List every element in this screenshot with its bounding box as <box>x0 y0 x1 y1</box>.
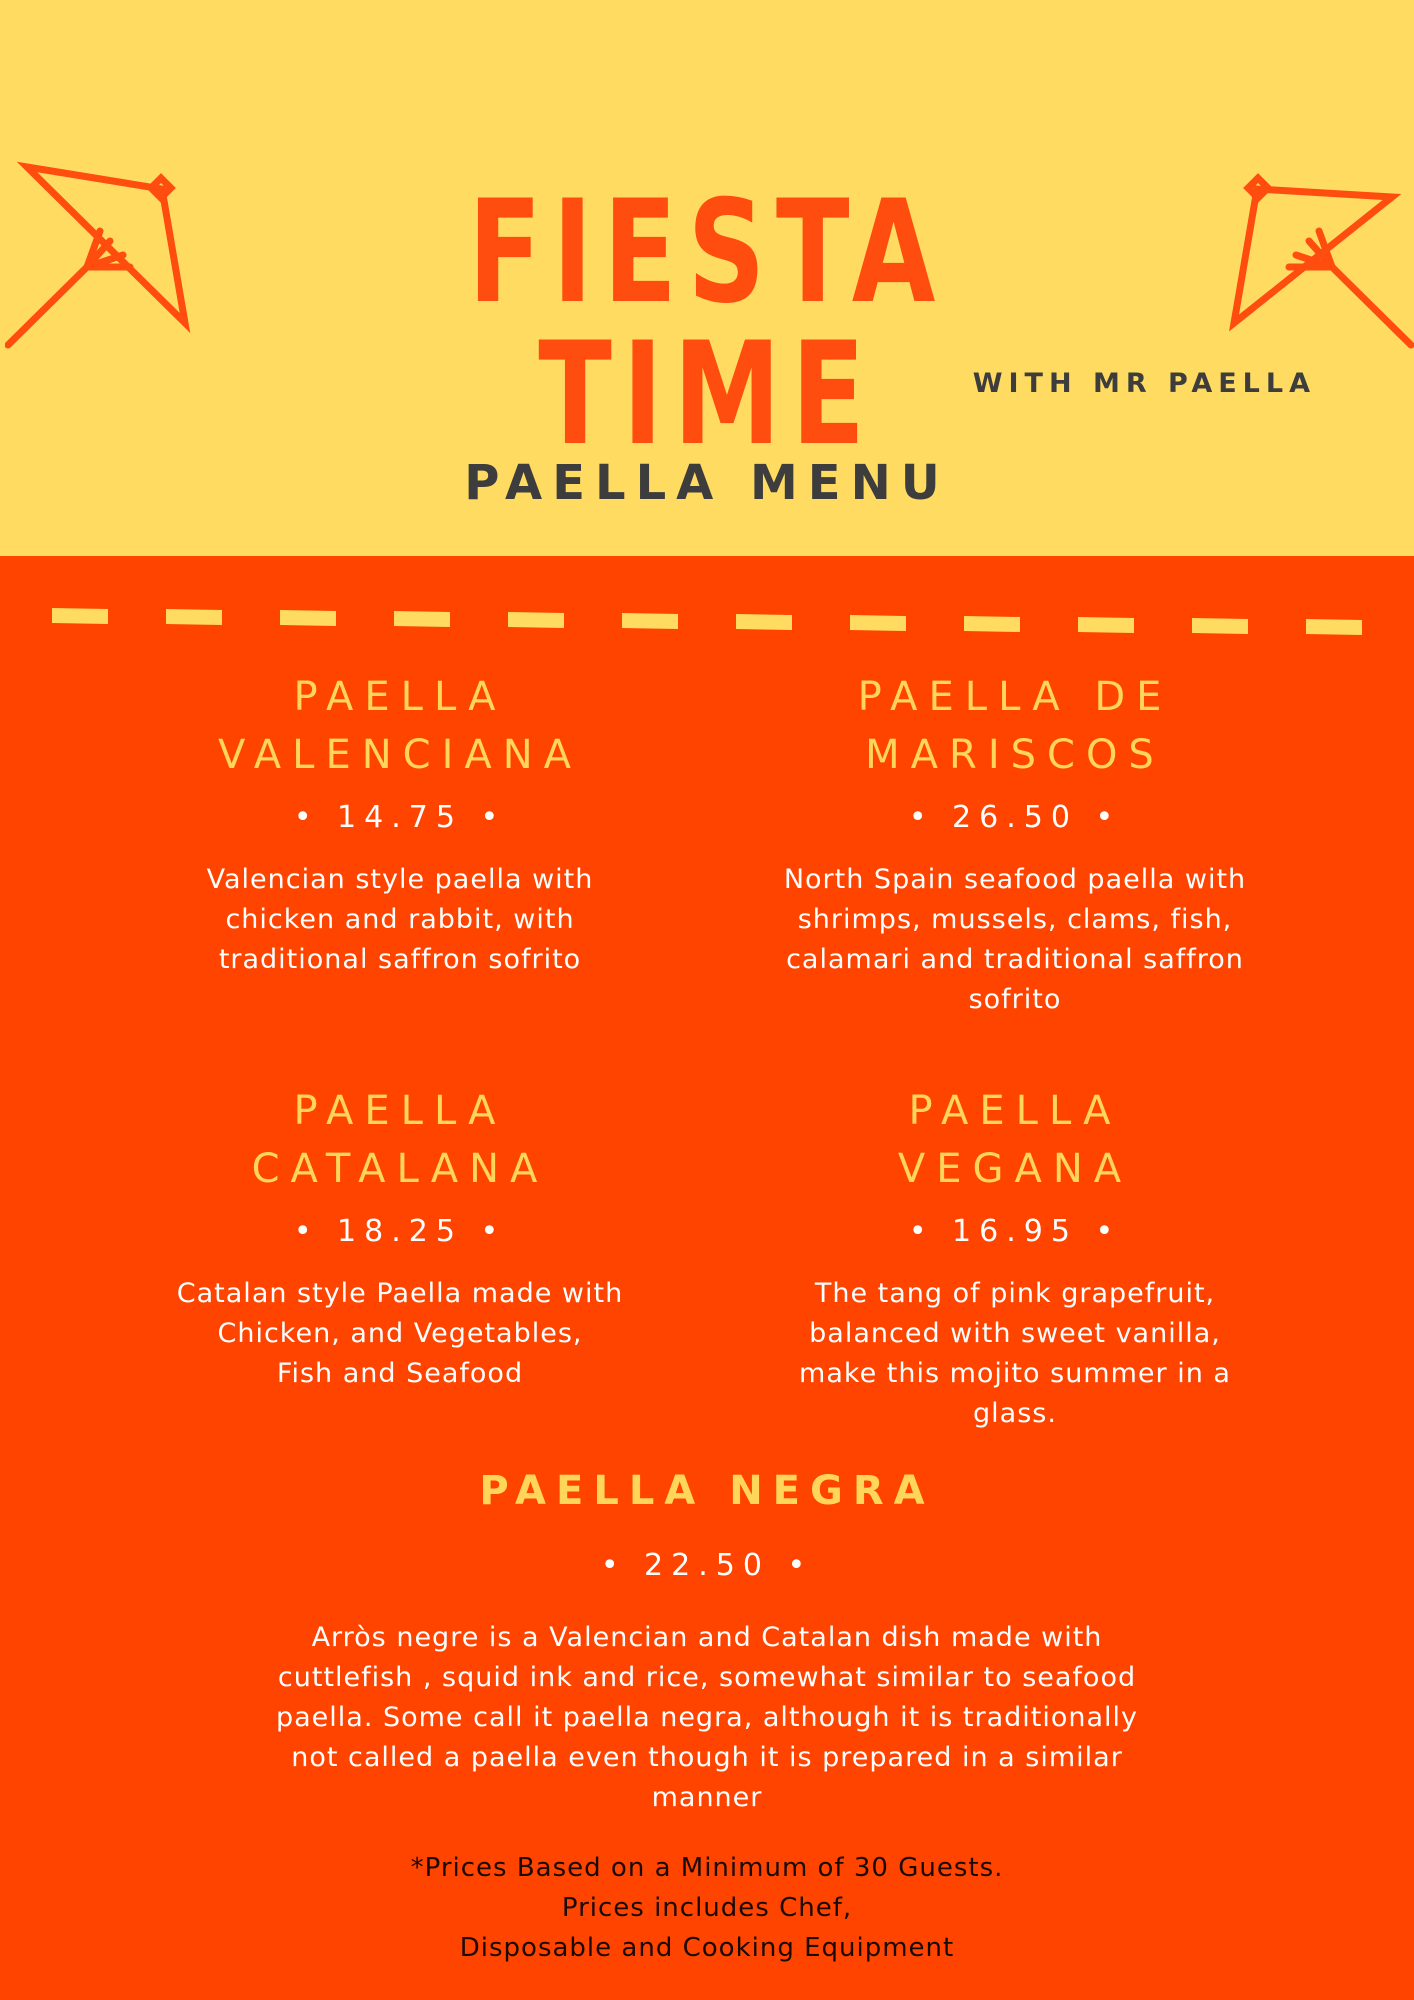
item-name: PAELLA VALENCIANA <box>217 674 583 778</box>
item-name: PAELLA DE MARISCOS <box>857 674 1173 778</box>
item-name: PAELLA NEGRA <box>479 1468 935 1514</box>
page-subtitle: WITH MR PAELLA <box>972 368 1316 399</box>
parasol-icon <box>1214 155 1414 355</box>
item-name: PAELLA VEGANA <box>897 1088 1133 1192</box>
pricing-footnote: *Prices Based on a Minimum of 30 Guests. Prices includes Chef, Disposable and Cooking Equipment <box>410 1853 1004 1963</box>
dashed-divider <box>0 602 1414 642</box>
menu-item <box>735 1082 1295 1434</box>
item-price: • 22.50 • <box>600 1548 814 1583</box>
menu-item <box>735 668 1295 1020</box>
item-description: Arròs negre is a Valencian and Catalan dish made with cuttlefish , squid ink and rice, somewhat similar to seafood paella. Some call it paella negra, although it is traditionally not called a paella even though it is prepared in a similar manner <box>275 1622 1139 1813</box>
featured-menu-item <box>157 1462 1257 1818</box>
item-price: • 18.25 • <box>293 1214 507 1249</box>
item-description: Catalan style Paella made with Chicken, and Vegetables, Fish and Seafood <box>176 1278 624 1389</box>
item-description: Valencian style paella with chicken and rabbit, with traditional saffron sofrito <box>206 864 594 975</box>
item-price: • 26.50 • <box>908 800 1122 835</box>
menu-item <box>120 1082 680 1394</box>
item-price: • 16.95 • <box>908 1214 1122 1249</box>
item-description: North Spain seafood paella with shrimps, mussels, clams, fish, calamari and traditional saffron sofrito <box>783 864 1247 1015</box>
item-price: • 14.75 • <box>293 800 507 835</box>
menu-item <box>120 668 680 980</box>
parasol-icon <box>5 155 205 355</box>
menu-title: PAELLA MENU <box>464 455 950 511</box>
item-description: The tang of pink grapefruit, balanced with sweet vanilla, make this mojito summer in a glass. <box>799 1278 1231 1429</box>
page-title: FIESTA TIME <box>468 170 946 477</box>
item-name: PAELLA CATALANA <box>251 1088 549 1192</box>
